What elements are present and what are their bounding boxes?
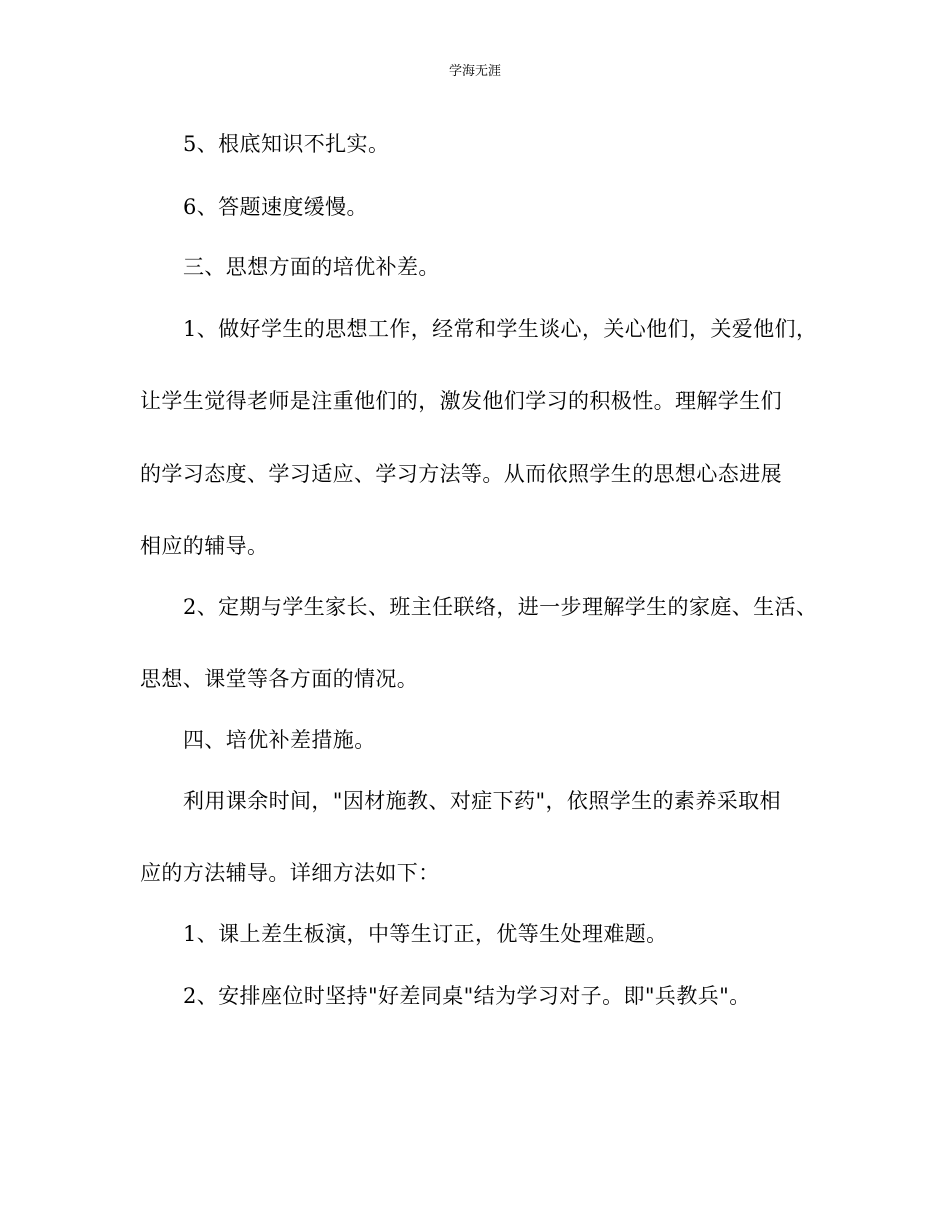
- item-weak-foundation: 5、根底知识不扎实。: [183, 132, 390, 156]
- paragraph-line: 让学生觉得老师是注重他们的，激发他们学习的积极性。理解学生们: [140, 389, 782, 413]
- list-item: 2、安排座位时坚持"好差同桌"结为学习对子。即"兵教兵"。: [183, 984, 751, 1008]
- list-item: 1、课上差生板演，中等生订正，优等生处理难题。: [183, 922, 668, 946]
- section-heading-ideological: 三、思想方面的培优补差。: [183, 255, 440, 279]
- page-header: 学海无涯: [448, 64, 501, 79]
- paragraph-line: 的学习态度、学习适应、学习方法等。从而依照学生的思想心态进展: [140, 462, 782, 486]
- paragraph-line: 应的方法辅导。详细方法如下：: [140, 861, 440, 885]
- paragraph-line: 1、做好学生的思想工作，经常和学生谈心，关心他们，关爱他们，: [183, 317, 818, 341]
- paragraph-line: 相应的辅导。: [140, 534, 269, 558]
- paragraph-line: 思想、课堂等各方面的情况。: [140, 667, 419, 691]
- item-slow-answering: 6、答题速度缓慢。: [183, 195, 368, 219]
- section-heading-measures: 四、培优补差措施。: [183, 728, 376, 752]
- paragraph-line: 利用课余时间，"因材施教、对症下药"，依照学生的素养采取相: [183, 789, 781, 813]
- paragraph-line: 2、定期与学生家长、班主任联络，进一步理解学生的家庭、生活、: [183, 595, 818, 619]
